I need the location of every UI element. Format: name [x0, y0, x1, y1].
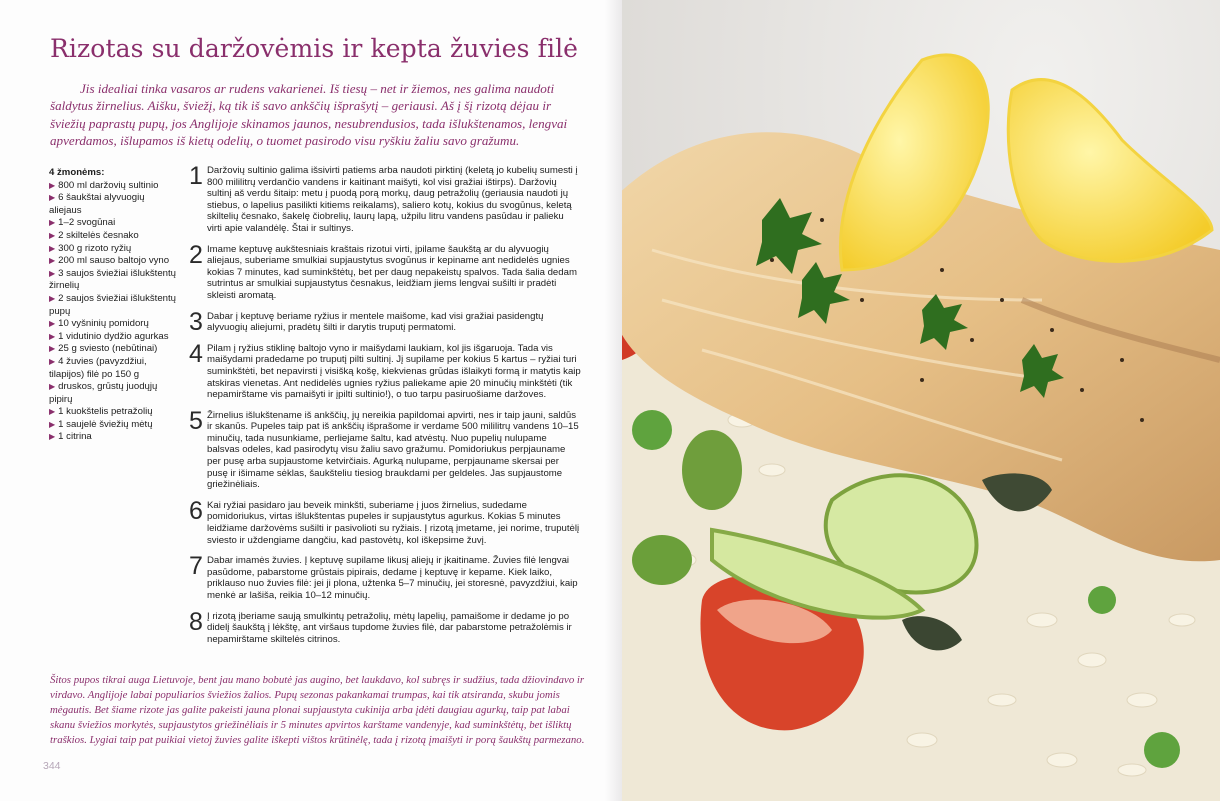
ingredient-item	[49, 192, 177, 217]
ingredient-item	[49, 318, 177, 331]
recipe-title: Rizotas su daržovėmis ir kepta žuvies filė	[50, 34, 579, 63]
step-text: Kai ryžiai pasidaro jau beveik minkšti, suberiame į juos žirnelius, sudedame pomidoriukus, virtas išlukštentas pupeles ir supjaustytus agurkus. Kokias 5 minutes leidžiame daržovėms sušilti ir pasivolioti su ryžiais. Į rizotą įmetame, jei norime, truputėlį sviesto ir uždengiame dangčiu, kad pastovėtų, kol iškepsime žuvį.	[207, 499, 580, 546]
recipe-step	[189, 307, 581, 336]
ingredients-heading: 4 žmonėms:	[49, 167, 105, 178]
recipe-step	[189, 240, 581, 302]
ingredient-text: 3 saujos šviežiai išlukštentų žirnelių	[49, 267, 177, 292]
ingredient-text: 1 citrina	[58, 431, 92, 443]
ingredient-text: 2 skiltelės česnako	[58, 229, 139, 241]
ingredient-item	[49, 356, 177, 381]
step-number: 5	[189, 406, 203, 435]
recipe-steps	[189, 162, 581, 654]
ingredient-text: 800 ml daržovių sultinio	[58, 179, 159, 191]
step-text: Dabar imamės žuvies. Į keptuvę supilame likusį aliejų ir įkaitiname. Žuvies filė lengvai pasūdome, pabarstome grūstais pipirais, dedame į keptuvę ir kepame. Kiek laiko, priklauso nuo žuvies filė: jei ji plona, užtenka 5–7 minučių, jei storesnė, pavyzdžiui, kaip menkė ar lašiša, reikia 10–12 minučių.	[207, 555, 578, 601]
bullet-icon: ▶	[49, 293, 56, 303]
ingredient-item	[49, 419, 177, 432]
ingredient-text: 1 vidutinio dydžio agurkas	[58, 330, 169, 342]
ingredient-item	[49, 180, 177, 193]
recipe-step	[189, 496, 581, 546]
recipe-intro: Jis idealiai tinka vasaros ar rudens vakarienei. Iš tiesų – net ir žiemos, nes galima naudoti šaldytus žirnelius. Aišku, šviežį, ką tik iš savo ankščių išprašytį – geriausi. Aš į šį rizotą dėjau ir šviežių paprastų pupų, jos Anglijoje skinamos jaunos, nesubrendusios, tada išlukštenamos, lengvai apverdamos, išlupamos iš kietų odelių, o tuomet pasirodo visu ryškiu žaliu savo gražumu.	[50, 81, 568, 149]
ingredient-item	[49, 217, 177, 230]
bullet-icon: ▶	[49, 319, 56, 329]
recipe-step	[189, 162, 581, 235]
ingredient-item	[49, 381, 177, 406]
page-number: 344	[43, 760, 61, 772]
bullet-icon: ▶	[49, 407, 56, 417]
step-text: Daržovių sultinio galima išsivirti patiems arba naudoti pirktinį (keletą jo kubelių sumesti į 800 mililitrų verdančio vandens ir kaitinant maišyti, kol visi gražiai ištirps). Daržovių sultinį aš verdu šitaip: metu į puodą porą morkų, daug petražolių (geriausia naudoti jų stiebus, o lapelius pasilikti kitiems reikalams), saliero kotų, kokius du svogūnus, keletą skiltelių česnako, šakelę čiobrelių, laurų lapą, užpilu litru vandens pasūdau ir palieku virti apie valandėlę. Štai ir sultinys.	[207, 165, 578, 234]
ingredient-item	[49, 230, 177, 243]
bullet-icon: ▶	[49, 256, 56, 266]
ingredient-item	[49, 431, 177, 444]
ingredients-list	[49, 167, 177, 444]
ingredient-item	[49, 331, 177, 344]
bullet-icon: ▶	[49, 180, 56, 190]
step-text: Pilam į ryžius stiklinę baltojo vyno ir maišydami laukiam, kol jis išgaruoja. Tada vis maišydami pradedame po truputį pilti sultinį. Jį supilame per kokius 5 kartus – ryžiai turi suminkštėti, bet nepavirsti į visišką košę, kiekvienas grūdas išlaikyti formą ir matytis kaip atskiras vienetas. Ant nedidelės ugnies ryžius paliekame apie 20 minučių minkštėti (tik nepamirštame vis pamaišyti ir įpilti sultinio!), o tuo tarpu pasiruošiame daržoves.	[207, 342, 581, 401]
ingredient-item	[49, 255, 177, 268]
step-number: 2	[189, 240, 203, 269]
step-number: 4	[189, 339, 203, 368]
bullet-icon: ▶	[49, 356, 56, 366]
recipe-note: Šitos pupos tikrai auga Lietuvoje, bent jau mano bobutė jas augino, bet laukdavo, kol subręs ir sudžius, tada džiovindavo ir virdavo. Anglijoje labai populiarios šviežios žalios. Pupų sezonas pakankamai trumpas, kai tik atsiranda, skubu jomis mėgautis. Bet šiame rizote jas galite pakeisti jauna plonai supjaustyta cukinija arba įdėti daugiau agurkų, taip pat labai skanu šviežios morkytės, supjaustytos griežinėliais ir 5 minutes apvirtos karštame vandenyje, kad suminkštėtų, bet išliktų traškios. Lygiai taip pat puikiai vietoj žuvies galite iškepti vištos krūtinėlę, tada į rizotą įmaišyti ir porą šaukštų parmezano.	[50, 674, 585, 746]
bullet-icon: ▶	[49, 331, 56, 341]
ingredient-text: 1–2 svogūnai	[58, 217, 116, 229]
ingredient-item	[49, 293, 177, 318]
ingredient-item	[49, 268, 177, 293]
recipe-step	[189, 406, 581, 491]
step-text: Į rizotą įberiame saują smulkintų petražolių, mėtų lapelių, pamaišome ir dedame jo po didelį šaukštą į lėkštę, ant viršaus tupdome žuvies filė, dar pabarstome petražolėmis ir nepamirštame skiltelės citrinos.	[207, 610, 572, 645]
ingredient-item	[49, 406, 177, 419]
ingredient-item	[49, 243, 177, 256]
bullet-icon: ▶	[49, 268, 56, 278]
ingredient-text: 1 kuokštelis petražolių	[58, 406, 153, 418]
recipe-step	[189, 339, 581, 401]
ingredient-text: 1 saujelė šviežių mėtų	[58, 418, 153, 430]
ingredient-text: 25 g sviesto (nebūtinai)	[58, 343, 158, 355]
ingredient-text: 6 šaukštai alyvuogių aliejaus	[49, 192, 145, 216]
step-number: 7	[189, 552, 203, 581]
step-text: Imame keptuvę aukštesniais kraštais rizotui virti, įpilame šaukštą ar du alyvuogių aliejaus, suberiame smulkiai supjaustytus svogūnus ir kepiname ant nedidelės ugnies kokias 7 minutes, kad suminkštėtų, bet per daug nepakeistų spalvos. Tada šalia dedam sutrintus ar smulkiai supjaustytus česnakus, leidžiam jiems lengvai sušilti ir pradėti skleisti aromatą.	[207, 243, 577, 301]
bullet-icon: ▶	[49, 432, 56, 442]
ingredient-text: 200 ml sauso baltojo vyno	[58, 255, 170, 267]
bullet-icon: ▶	[49, 419, 56, 429]
ingredient-item	[49, 343, 177, 356]
step-number: 8	[189, 607, 203, 636]
fish-risotto-photo	[622, 0, 1220, 801]
ingredient-text: 4 žuvies (pavyzdžiui, tilapijos) filė po 150 g	[49, 355, 147, 380]
bullet-icon: ▶	[49, 230, 56, 240]
step-number: 1	[189, 162, 203, 190]
step-number: 6	[189, 496, 203, 525]
recipe-step	[189, 607, 581, 646]
bullet-icon: ▶	[49, 218, 56, 228]
ingredient-text: druskos, grūstų juodųjų pipirų	[49, 381, 158, 405]
bullet-icon: ▶	[49, 382, 56, 392]
recipe-step	[189, 552, 581, 601]
step-text: Žirnelius išlukštename iš ankščių, jų nereikia papildomai apvirti, nes ir taip jauni, saldūs ir skanūs. Pupeles taip pat iš ankščių išprašome ir verdame 500 mililitrų vandens 10–15 minučių, tada nusunkiame, perliejame šaltu, kad atvėstų. Nuo pupelių nulupame balsvas odeles, kad pasirodytų visu žaliu savo gražumu. Pomidoriukus perpjauname per pusę arba supjaustome ketvirčiais. Agurką nulupame, perpjauname skersai per pusę ir išimame sėklas, šaukšteliu tiesiog braukdami per geldeles. Jas supjaustome griežinėliais.	[207, 409, 579, 491]
bullet-icon: ▶	[49, 243, 56, 253]
bullet-icon: ▶	[49, 344, 56, 354]
book-spine-shadow	[605, 0, 622, 801]
step-number: 3	[189, 307, 203, 336]
ingredient-text: 2 saujos šviežiai išlukštentų pupų	[49, 292, 177, 317]
step-text: Dabar į keptuvę beriame ryžius ir mentele maišome, kad visi gražiai pasidengtų alyvuogių aliejumi, pradėtų šilti ir darytis truputį permatomi.	[207, 310, 544, 334]
ingredient-text: 300 g rizoto ryžių	[58, 242, 132, 254]
ingredient-text: 10 vyšninių pomidorų	[58, 318, 149, 330]
bullet-icon: ▶	[49, 193, 56, 203]
